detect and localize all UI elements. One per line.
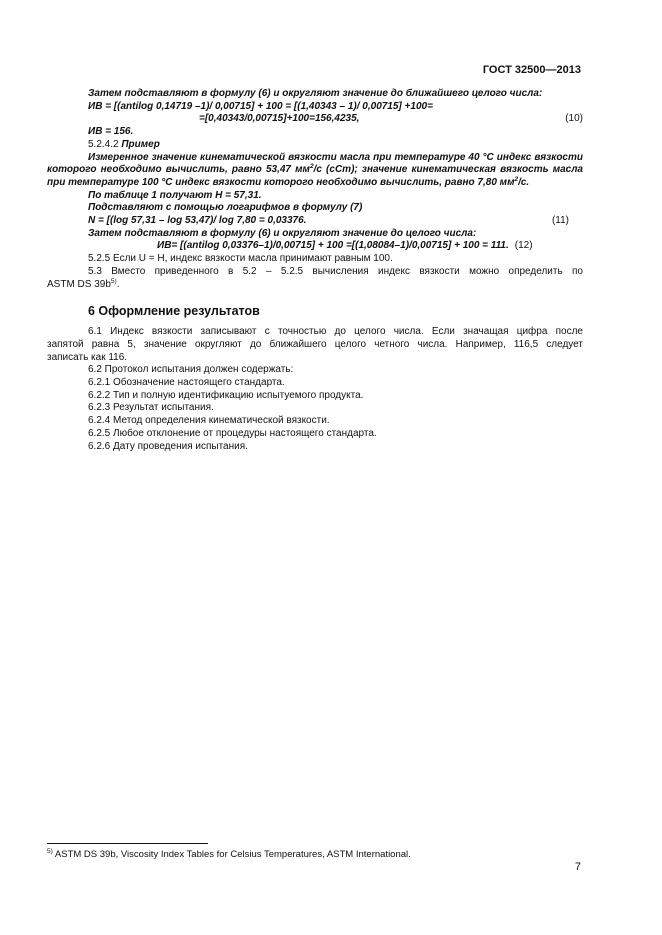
footnote [47,849,411,860]
text-line: Подставляют с помощью логарифмов в формулу (7) [88,202,363,214]
list-item: 6.2.1 Обозначение настоящего стандарта. [88,377,285,389]
footnote-mark: 5) [47,848,53,855]
text-fragment: ASTM DS 39b [47,278,111,290]
text-line: Затем подставляют в формулу (6) и округляют значение до целого числа: [88,227,477,239]
footnote-text: ASTM DS 39b, Viscosity Index Tables for Celsius Temperatures, ASTM International. [52,849,411,860]
formula-12 [47,240,583,253]
paragraph-line: записать как 116. [47,351,128,363]
text-line: Затем подставляют в формулу (6) и округляют значение до ближайшего целого числа: [88,88,543,99]
paragraph-line: запятой равна 5, значение округляют до ближайшего целого четного числа. Например, 116,5 следует [47,338,583,350]
text-line [47,164,583,177]
text-line: 5.2.5 Если U = Н, индекс вязкости масла принимают равным 100. [88,253,393,265]
subsection-number: 5.2.4.2 [88,138,122,150]
formula-10 [47,113,583,126]
formula-result: ИВ = 156. [88,126,134,138]
superscript: 2 [514,175,519,183]
superscript: 2 [309,163,314,171]
text-fragment: при температуре 100 °С индекс вязкости которого необходимо вычислить, равно 7,80 мм [47,176,515,188]
section-heading: 6 Оформление результатов [88,304,260,319]
page-number: 7 [574,861,581,873]
footnote-ref: 5) [110,277,117,285]
formula-11 [47,215,583,228]
list-item: 6.2.5 Любое отклонение от процедуры настоящего стандарта. [88,427,377,439]
equation-number-12: (12) [514,240,533,252]
text-line [47,177,583,190]
formula-12-text: ИВ= [(antilog 0,03376–1)/0,00715] + 100 =[(1,08084–1)/0,00715] + 100 = 111. [157,240,509,252]
text-line: Измеренное значение кинематической вязкости масла при температуре 40 °С индекс вязкости [88,151,583,163]
paragraph-line: 6.1 Индекс вязкости записывают с точностью до целого числа. Если значащая цифра после [88,326,583,338]
list-item: 6.2.4 Метод определения кинематической вязкости. [88,415,330,427]
footnote-divider [47,843,208,844]
list-item: 6.2.6 Дату проведения испытания. [88,440,248,452]
text-fragment: которого необходимо вычислить, равно 53,47 мм [47,164,310,176]
list-item: 6.2 Протокол испытания должен содержать: [88,364,294,376]
text-line: По таблице 1 получают Н = 57,31. [88,189,262,201]
text-fragment: /с. [518,176,530,188]
subsection-title: Пример [121,138,160,150]
equation-number-10: (10) [565,113,583,125]
formula-10-text: =[0,40343/0,00715]+100=156,4235, [199,113,360,125]
list-item: 6.2.3 Результат испытания. [88,402,214,414]
text-fragment: /с (сСт); значение кинематическая вязкость масла [313,164,583,176]
list-item: 6.2.2 Тип и полную идентификацию испытуемого продукта. [88,389,364,401]
document-header: ГОСТ 32500—2013 [482,64,581,76]
subsection-heading [47,139,583,152]
text-line: 5.3 Вместо приведенного в 5.2 – 5.2.5 вычисления индекс вязкости можно определить по [88,265,583,277]
formula-line: ИВ = [(antilog 0,14719 –1)/ 0,00715] + 100 = [(1,40343 – 1)/ 0,00715] +100= [88,100,433,112]
text-line: ASTM DS $39b^{5)}$. [47,277,120,290]
page-content [47,88,583,453]
formula-11-text: N = [(log 57,31 – log 53,47)/ log 7,80 = 0,03376. [88,215,307,227]
equation-number-11: (11) [551,215,569,227]
